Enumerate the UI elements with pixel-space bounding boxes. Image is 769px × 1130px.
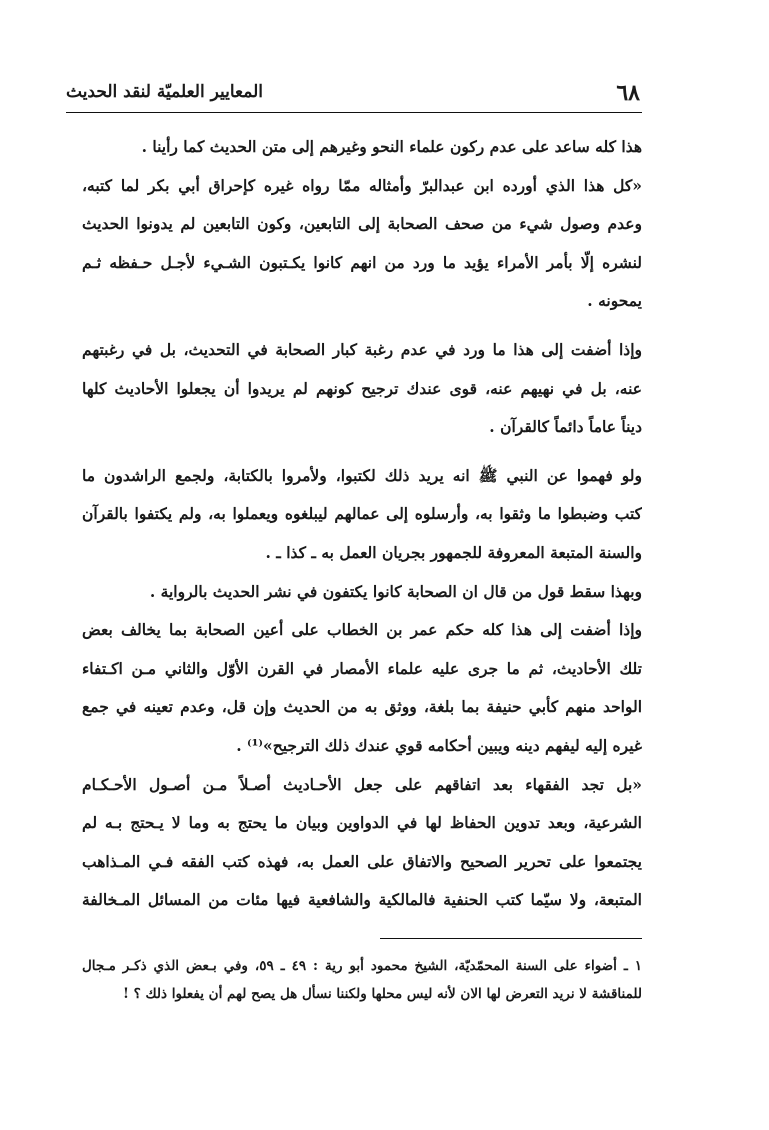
paragraph-5: [82, 573, 642, 766]
text-line: وعدم وصول شيء من صحف الصحابة إلى التابعين، وكون التابعين لم يدونوا الحديث: [82, 214, 642, 234]
footnote-line: ١ ـ أضواء على السنة المحمّديّة، الشيخ محمود أبو رية : ٤٩ ـ ٥٩، وفي بـعض الذي ذكـر مـجال: [82, 958, 642, 974]
text-line: كتب وضبطوا ما وثقوا به، وأرسلوه إلى عمالهم ليبلغوه ويعملوا به، ولم يكتفوا بالقرآن: [82, 504, 642, 524]
text-line: والسنة المتبعة المعروفة للجمهور بجريان العمل به ـ كذا ـ .: [265, 542, 642, 562]
paragraph-1: [82, 128, 642, 167]
text-line: لنشره إلّا بأمر الأمراء يؤيد ما ورد من انهم كانوا يكـتبون الشـيء لأجـل حـفظه ثـم: [82, 252, 642, 272]
paragraph-6: [82, 766, 642, 920]
page-header: [66, 80, 642, 112]
footnote-rule: [380, 938, 642, 939]
text-line: «بل تجد الفقهاء بعد اتفاقهم على جعل الأحـاديث أصـلاً مـن أصـول الأحـكـام: [82, 774, 642, 794]
text-line: يمحونه .: [587, 291, 642, 311]
paragraph-4: [82, 457, 642, 573]
footnotes: [82, 952, 642, 1008]
text-line: تلك الأحاديث، ثم ما جرى عليه علماء الأمصار في القرن الأوّل والثاني مـن اكـتفاء: [82, 658, 642, 678]
paragraph-gap: [82, 447, 642, 457]
text-line: يجتمعوا على تحرير الصحيح والاتفاق على العمل به، فهذه كتب الفقه فـي المـذاهب: [82, 851, 642, 871]
text-line: غيره إليه ليفهم دينه ويبين أحكامه قوي عندك ذلك الترجيح»⁽¹⁾ .: [236, 735, 642, 755]
text-line: المتبعة، ولا سيّما كتب الحنفية فالمالكية والشافعية فيها مئات من المسائل المـخالفة: [82, 890, 642, 910]
text-line: عنه، بل في نهيهم عنه، قوى عندك ترجيح كونهم لم يريدوا أن يجعلوا الأحاديث كلها: [82, 378, 642, 398]
header-rule: [66, 112, 642, 113]
paragraph-3: [82, 331, 642, 447]
footnote-line: للمناقشة لا نريد التعرض لها الان لأنه ليس محلها ولكننا نسأل هل يصح لهم أن يفعلوا ذلك ؟ !: [123, 986, 642, 1002]
text-line: الشرعية، وبعد تدوين الحفاظ لها في الدواوين وبيان ما يحتج به وما لا يـحتج بـه لم: [82, 813, 642, 833]
paragraph-gap: [82, 321, 642, 331]
text-line: «كل هذا الذي أورده ابن عبدالبرّ وأمثاله ممّا رواه غيره كإحراق أبي بكر لما كتبه،: [82, 175, 642, 195]
text-line: ولو فهموا عن النبي ﷺ انه يريد ذلك لكتبوا، ولأمروا بالكتابة، ولجمع الراشدون ما: [82, 465, 642, 485]
text-line: وإذا أضفت إلى هذا كله حكم عمر بن الخطاب على أعين الصحابة بما يخالف بعض: [82, 620, 642, 640]
paragraph-2: [82, 167, 642, 321]
text-line: هذا كله ساعد على عدم ركون علماء النحو وغيرهم إلى متن الحديث كما رأينا .: [141, 137, 642, 156]
running-title: المعايير العلميّة لنقد الحديث: [66, 82, 263, 102]
page-number: ٦٨: [616, 80, 640, 106]
text-line: ديناً عاماً دائماً كالقرآن .: [489, 417, 642, 437]
text-line: وبهذا سقط قول من قال ان الصحابة كانوا يكتفون في نشر الحديث بالرواية .: [149, 581, 642, 601]
text-line: وإذا أضفت إلى هذا ما ورد في عدم رغبة كبار الصحابة في التحديث، بل في رغبتهم: [82, 339, 642, 359]
main-text: [82, 128, 642, 920]
text-line: الواحد منهم كأبي حنيفة بما بلغة، ووثق به من الحديث وإن قل، وعدم تعينه في جمع: [82, 697, 642, 717]
